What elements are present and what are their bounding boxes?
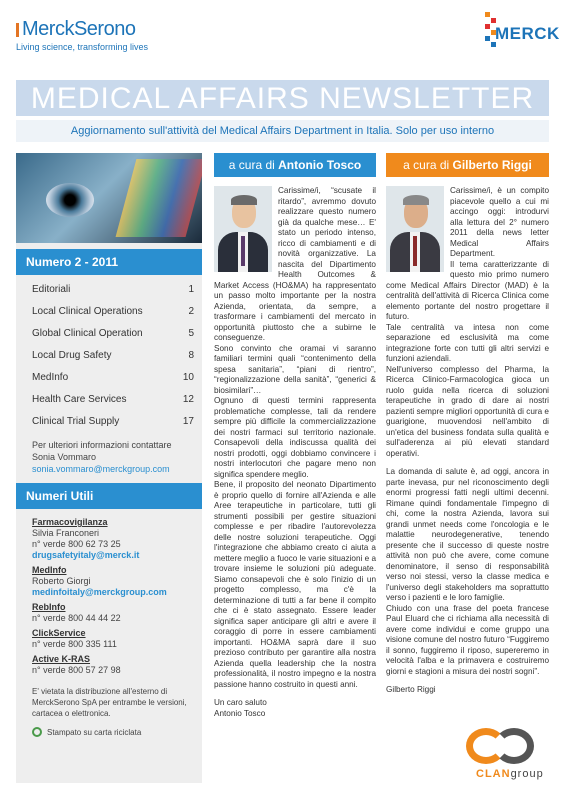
- signature-name: Gilberto Riggi: [386, 685, 436, 694]
- paragraph: Carissime/i, è un compito piacevole quello a cui mi accingo oggi: introdurvi alla lettura del 2° numero 2011 della news letter Medical Affairs Department.: [450, 186, 549, 258]
- info-email-link[interactable]: sonia.vommaro@merckgroup.com: [32, 464, 170, 474]
- ribbon-graphic: [116, 159, 202, 237]
- col1-heading: [214, 153, 376, 177]
- col2-heading: [386, 153, 549, 177]
- contact-item: [32, 628, 192, 650]
- contact-name: ClickService: [32, 628, 86, 638]
- toc-item[interactable]: [32, 389, 194, 411]
- editorial-riggi: [386, 186, 549, 696]
- heading-prefix: a cura di: [403, 158, 453, 172]
- contact-email-link[interactable]: drugsafetyitaly@merck.it: [32, 550, 140, 560]
- toc-item[interactable]: [32, 301, 194, 323]
- contact-name: RebInfo: [32, 602, 66, 612]
- toc-page: 8: [188, 350, 194, 361]
- paragraph: Bene, il proposito del neonato Dipartimento è proprio quello di fornire all'Azienda e alle Aree terapeutiche in particolare, tutti gli strumenti possibili per gestire situazioni complesse e per ribadire l'autorevolezza delle nostre soluzioni terapeutiche. Oggi l'integrazione che abbiamo creato ci aiuta a mettere meglio a fuoco le varie situazioni e a trovare insieme le soluzioni più adeguate. Siamo consapevoli che è solo l'inizio di un progetto complesso, ma c'è la determinazione di tutti a far bene il compito che ci è stato assegnato. Essere leader significa saper anticipare gli altri e avere il coraggio di porre in essere cambiamenti importanti. HO&MA saprà dare il suo prezioso contributo per garantire alla nostra Azienda quella leadership che la nostra professionalità, il nostro impegno e la nostra passione hanno costruito in questi anni.: [214, 480, 377, 689]
- toc-label: Local Clinical Operations: [32, 306, 143, 317]
- contact-phone: n° verde 800 57 27 98: [32, 665, 121, 675]
- toc-page: 12: [182, 394, 194, 405]
- brand-right: MERCK: [495, 24, 560, 43]
- paragraph: Il tema caratterizzante di questo mio primo numero come Medical Affairs Director (MAD) è la centralità dell'attività di Ricerca Clinica come elemento portante del nostro progettare il futuro.: [386, 259, 549, 321]
- contact-name: Active K-RAS: [32, 654, 91, 664]
- numeri-utili-heading: Numeri Utili: [16, 483, 202, 509]
- iris-graphic: [46, 183, 94, 217]
- tagline: Living science, transforming lives: [16, 42, 149, 52]
- toc-label: Editoriali: [32, 284, 71, 295]
- group-word: group: [510, 768, 544, 780]
- heading-prefix: a cura di: [228, 158, 279, 172]
- contact-email-link[interactable]: medinfoitaly@merckgroup.com: [32, 587, 167, 597]
- clan-d-icon: [494, 728, 534, 764]
- eye-image: [16, 153, 202, 243]
- paragraph: Chiudo con una frase del poeta francese Paul Eluard che ci richiama alla necessità di avere come individui e come gruppo una visione comune del nostro futuro “Fuggiremo il sonno, fuggiremo il riposo, supereremo in velocità l'alba e la primavera e costruiremo giorni e stagioni a misura dei nostri sogni”.: [386, 603, 549, 676]
- contact-name: MedInfo: [32, 565, 67, 575]
- author-photo-riggi: [386, 186, 444, 272]
- clan-word: CLAN: [476, 768, 511, 780]
- subtitle: Aggiornamento sull'attività del Medical Affairs Department in Italia. Solo per uso interno: [16, 120, 549, 142]
- recycle-icon: [32, 727, 42, 737]
- author-name: Antonio Tosco: [278, 158, 362, 172]
- paragraph: Sono convinto che oramai vi saranno familiari termini quali “contenimento della spesa sanitaria”, “piani di rientro”, “regionalizzazione della sanità”, “generici & biosimilari”…: [214, 343, 376, 395]
- recycled-paper-note: [16, 719, 202, 737]
- eco-text: Stampato su carta riciclata: [47, 727, 142, 737]
- signoff: Un caro saluto: [214, 698, 267, 707]
- toc-page: 2: [188, 306, 194, 317]
- clan-logo-text: [476, 768, 544, 780]
- toc-label: Health Care Services: [32, 394, 127, 405]
- toc-label: Clinical Trial Supply: [32, 416, 120, 427]
- toc-item[interactable]: [32, 323, 194, 345]
- author-name: Gilberto Riggi: [452, 158, 532, 172]
- clan-group-logo: [462, 728, 542, 784]
- editorial-tosco: [214, 186, 376, 719]
- contact-person: Silvia Franconeri: [32, 528, 100, 538]
- toc-label: MedInfo: [32, 372, 69, 383]
- signature-name: Antonio Tosco: [214, 708, 266, 718]
- title-band: [16, 80, 549, 116]
- contact-person: Roberto Giorgi: [32, 576, 91, 586]
- toc-item[interactable]: [32, 367, 194, 389]
- contact-item: [32, 565, 192, 598]
- logo-mark-icon: [16, 23, 19, 37]
- toc-page: 10: [182, 372, 194, 383]
- contact-phone: n° verde 800 62 73 25: [32, 539, 121, 549]
- merckserono-logo: [16, 18, 148, 52]
- paragraph: Nell'universo complesso del Pharma, la Ricerca Clinico-Farmacologica gioca un ruolo guida nella ricerca di soluzioni terapeutiche in grado di dare ai nostri pazienti sempre migliori opportunità di cura e guarigione, muovendosi nell'ambito di un'etica del business fondata sulla qualità e sull'aderenza ai più elevati standard operativi.: [386, 364, 549, 458]
- contact-item: [32, 654, 192, 676]
- newsletter-title: MEDICAL AFFAIRS NEWSLETTER: [30, 82, 535, 115]
- contact-item: [32, 517, 192, 561]
- paragraph: Ognuno di questi termini rappresenta problematiche complesse, tali da rendere sempre più difficile la commercializzazione dei nostri farmaci sul territorio nazionale. Consapevoli della indiscussa qualità dei nostri prodotti, oggi dobbiamo convincere i nostri interlocutori che pagare meno non significa spendere meglio.: [214, 396, 376, 479]
- toc-item[interactable]: [32, 411, 194, 433]
- brand-left: MerckSerono: [22, 18, 136, 40]
- sidebar: [16, 153, 202, 783]
- contact-item: [32, 602, 192, 624]
- table-of-contents: [16, 275, 202, 433]
- header: [0, 0, 565, 80]
- toc-page: 17: [182, 416, 194, 427]
- contacts-list: [16, 509, 202, 676]
- toc-item[interactable]: [32, 279, 194, 301]
- toc-label: Global Clinical Operation: [32, 328, 143, 339]
- contact-phone: n° verde 800 335 111: [32, 639, 117, 649]
- contact-name: Farmacovigilanza: [32, 517, 108, 527]
- toc-page: 1: [188, 284, 194, 295]
- paragraph: La domanda di salute è, ad oggi, ancora in parte inevasa, pur nel riconoscimento degli enormi progressi fatti negli ultimi decenni. Rimane quindi fondamentale l'impegno di chi, come la nostra Azienda, lavora sui grandi unmet needs come l'oncologia e le malattie neurodegenerative, tenendo presente che il successo di queste nostre attività non può che avere, come comune denominatore, il senso di responsabilità verso noi stessi, verso la classe medica e l'universo degli stakeholders ma soprattutto verso i pazienti e le loro famiglie.: [386, 467, 549, 602]
- distribution-note: E' vietata la distribuzione all'esterno di MerckSerono SpA per entrambe le versioni, cartacea o elettronica.: [32, 687, 187, 718]
- toc-page: 5: [188, 328, 194, 339]
- author-photo-tosco: [214, 186, 272, 272]
- issue-heading: Numero 2 - 2011: [16, 249, 202, 275]
- contact-info: [16, 433, 202, 475]
- merck-logo: [481, 8, 560, 58]
- paragraph: Tale centralità va intesa non come separazione ed esclusività ma come integrazione forte con tutti gli altri servizi e funzioni aziendali.: [386, 322, 549, 363]
- contact-phone: n° verde 800 44 44 22: [32, 613, 121, 623]
- info-text: Per ulteriori informazioni contattare Sonia Vommaro: [32, 440, 172, 462]
- toc-label: Local Drug Safety: [32, 350, 112, 361]
- toc-item[interactable]: [32, 345, 194, 367]
- paragraph: Carissime/i, “scusate il ritardo”, avremmo dovuto realizzare questo numero già da qualche mese… E' stato un periodo intenso, ricco di cambiamenti e di novità organizzative. La nascita del Dipartimento Health Outcomes & Market Access (HO&MA) ha rappresentato un passo molto importante per la nostra Azienda, orientata, da sempre, a trasformare i cambiamenti del mercato in opportunità piuttosto che a subirne le conseguenze.: [214, 186, 376, 342]
